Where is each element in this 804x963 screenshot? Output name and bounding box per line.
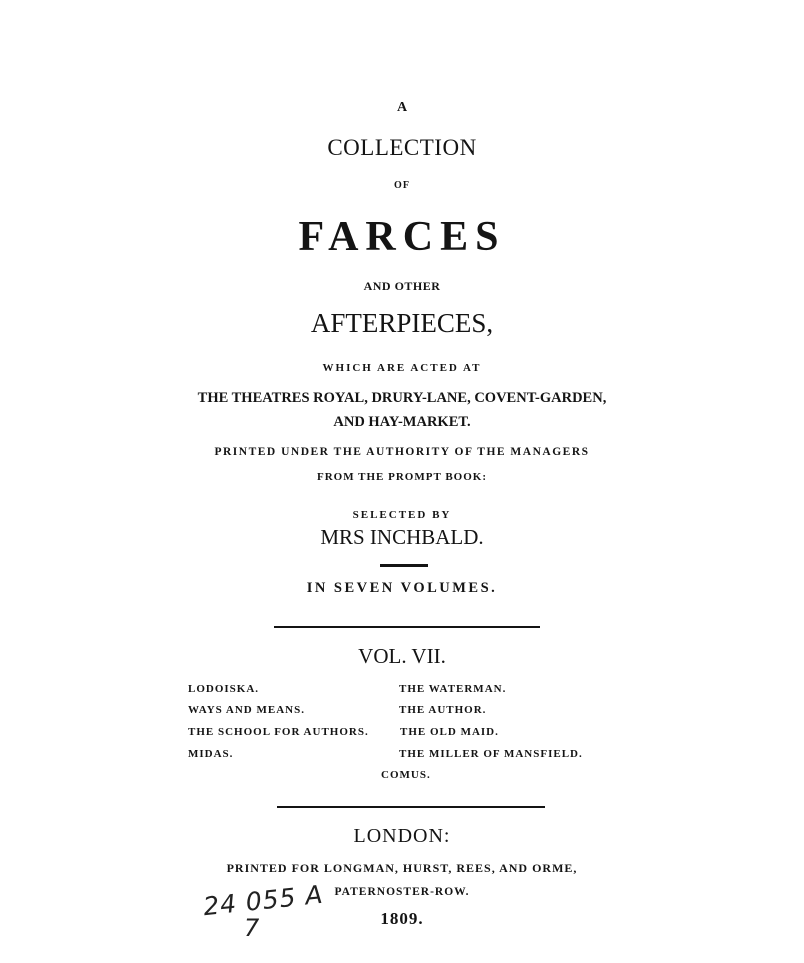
list-item: THE SCHOOL FOR AUTHORS. [188, 726, 369, 738]
prompt-book-line: FROM THE PROMPT BOOK: [316, 471, 487, 483]
list-item: WAYS AND MEANS. [188, 704, 305, 716]
which-are-acted-line: WHICH ARE ACTED AT [322, 362, 482, 374]
city-line: LONDON: [353, 825, 451, 847]
handwritten-number: 7 [244, 914, 260, 942]
and-other-line: AND OTHER [363, 279, 441, 293]
collection-heading: COLLECTION [327, 135, 477, 160]
of-word: OF [394, 180, 410, 191]
list-item: THE MILLER OF MANSFIELD. [399, 748, 583, 760]
list-item: MIDAS. [188, 748, 234, 760]
authority-line: PRINTED UNDER THE AUTHORITY OF THE MANAGERS [214, 446, 590, 458]
article-a: A [396, 100, 408, 115]
list-item: THE AUTHOR. [399, 704, 487, 716]
list-item: COMUS. [381, 769, 431, 781]
editor-name: MRS INCHBALD. [320, 525, 484, 549]
short-rule [380, 564, 428, 567]
afterpieces-title: AFTERPIECES, [310, 308, 494, 338]
divider-rule-bottom [277, 806, 545, 808]
divider-rule-top [274, 626, 540, 628]
theatres-line: THE THEATRES ROYAL, DRURY-LANE, COVENT-GARDEN, [197, 390, 607, 406]
address-line: PATERNOSTER-ROW. [334, 886, 470, 898]
list-item: LODOISKA. [188, 683, 260, 695]
volume-number: VOL. VII. [358, 644, 446, 668]
printed-for-line: PRINTED FOR LONGMAN, HURST, REES, AND ORME, [226, 861, 578, 875]
selected-by-line: SELECTED BY [352, 509, 452, 521]
haymarket-line: AND HAY-MARKET. [333, 414, 471, 430]
handwritten-shelfmark: 24 055 A [201, 879, 325, 922]
publication-year: 1809. [380, 909, 424, 928]
list-item: THE OLD MAID. [400, 726, 499, 738]
volumes-line: IN SEVEN VOLUMES. [306, 580, 498, 596]
list-item: THE WATERMAN. [399, 683, 507, 695]
farces-title: FARCES [298, 214, 506, 260]
